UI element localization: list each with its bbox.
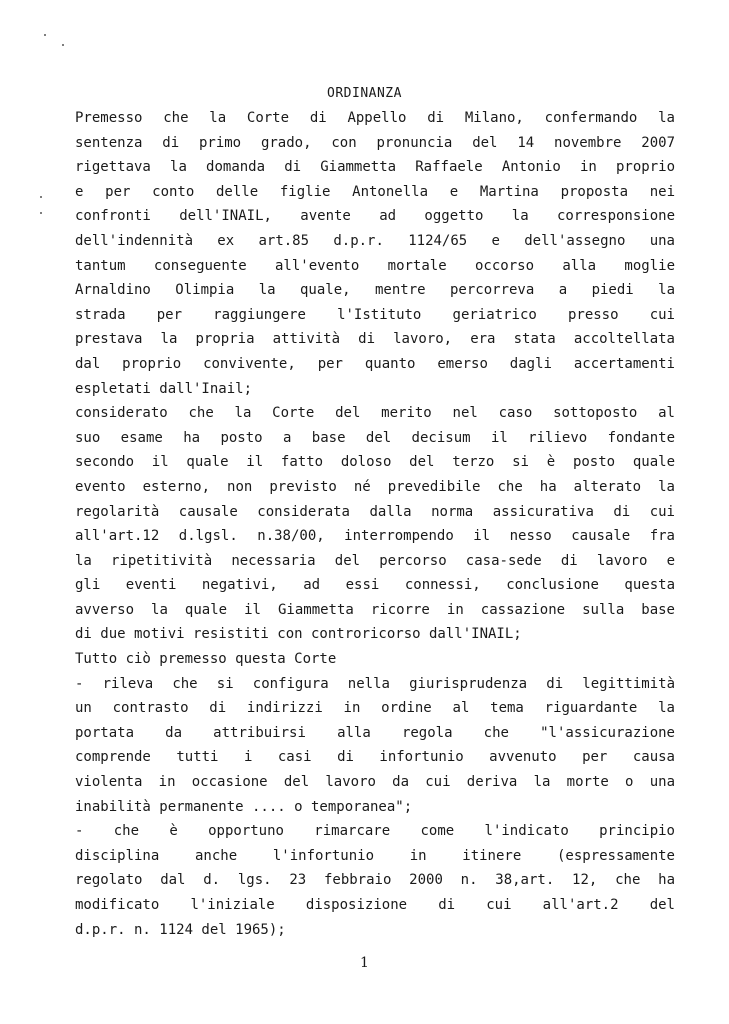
scan-speck (62, 44, 64, 46)
text-line: all'art.12 d.lgsl. n.38/00, interrompendo il nesso causale fra (75, 528, 675, 545)
text-line: avverso la quale il Giammetta ricorre in cassazione sulla base (75, 601, 675, 618)
text-line: inabilità permanente .... o temporanea"; (75, 798, 413, 815)
text-line: Tutto ciò premesso questa Corte (75, 651, 337, 668)
text-line: prestava la propria attività di lavoro, era stata accoltellata (75, 331, 675, 348)
text-line: dal proprio convivente, per quanto emerso dagli accertamenti (75, 355, 675, 372)
text-line: secondo il quale il fatto doloso del terzo si è posto quale (75, 454, 675, 471)
text-line: d.p.r. n. 1124 del 1965); (75, 921, 286, 938)
text-line: disciplina anche l'infortunio in itinere (espressamente (75, 847, 675, 864)
scan-speck (40, 196, 42, 198)
text-line: evento esterno, non previsto né prevedibile che ha alterato la (75, 478, 675, 495)
text-line: di due motivi resistiti con controricorso dall'INAIL; (75, 626, 522, 643)
text-line: portata da attribuirsi alla regola che "l'assicurazione (75, 724, 675, 741)
text-line: modificato l'iniziale disposizione di cui all'art.2 del (75, 897, 675, 913)
text-line: Arnaldino Olimpia la quale, mentre percorreva a piedi la (75, 282, 675, 299)
text-line: dell'indennità ex art.85 d.p.r. 1124/65 e dell'assegno una (75, 232, 675, 249)
text-line: considerato che la Corte del merito nel caso sottoposto al (75, 405, 675, 422)
text-line: - che è opportuno rimarcare come l'indicato principio (75, 823, 675, 840)
text-line: tantum conseguente all'evento mortale occorso alla moglie (75, 257, 675, 274)
text-line: regolarità causale considerata dalla norma assicurativa di cui (75, 503, 675, 520)
text-line: strada per raggiungere l'Istituto geriatrico presso cui (75, 306, 675, 323)
text-line: espletati dall'Inail; (75, 380, 253, 397)
text-line: sentenza di primo grado, con pronuncia del 14 novembre 2007 (75, 134, 675, 151)
text-line: un contrasto di indirizzi in ordine al tema riguardante la (75, 700, 675, 717)
page-number: 1 (360, 955, 369, 971)
text-line: rigettava la domanda di Giammetta Raffaele Antonio in proprio (75, 159, 675, 176)
text-line: violenta in occasione del lavoro da cui deriva la morte o una (75, 774, 675, 791)
scan-speck (40, 212, 42, 214)
text-line: comprende tutti i casi di infortunio avvenuto per causa (75, 749, 675, 766)
text-line: suo esame ha posto a base del decisum il rilievo fondante (75, 429, 675, 446)
text-line: gli eventi negativi, ad essi connessi, conclusione questa (75, 577, 675, 594)
document-body (75, 106, 675, 942)
document-title: ORDINANZA (327, 86, 402, 101)
text-line: confronti dell'INAIL, avente ad oggetto la corresponsione (75, 208, 675, 225)
scan-speck (44, 34, 46, 36)
text-line: - rileva che si configura nella giurisprudenza di legittimità (75, 675, 675, 692)
text-line: e per conto delle figlie Antonella e Martina proposta nei (75, 183, 675, 200)
text-line: Premesso che la Corte di Appello di Milano, confermando la (75, 110, 675, 126)
text-line: regolato dal d. lgs. 23 febbraio 2000 n. 38,art. 12, che ha (75, 872, 675, 889)
text-line: la ripetitività necessaria del percorso casa-sede di lavoro e (75, 552, 675, 569)
